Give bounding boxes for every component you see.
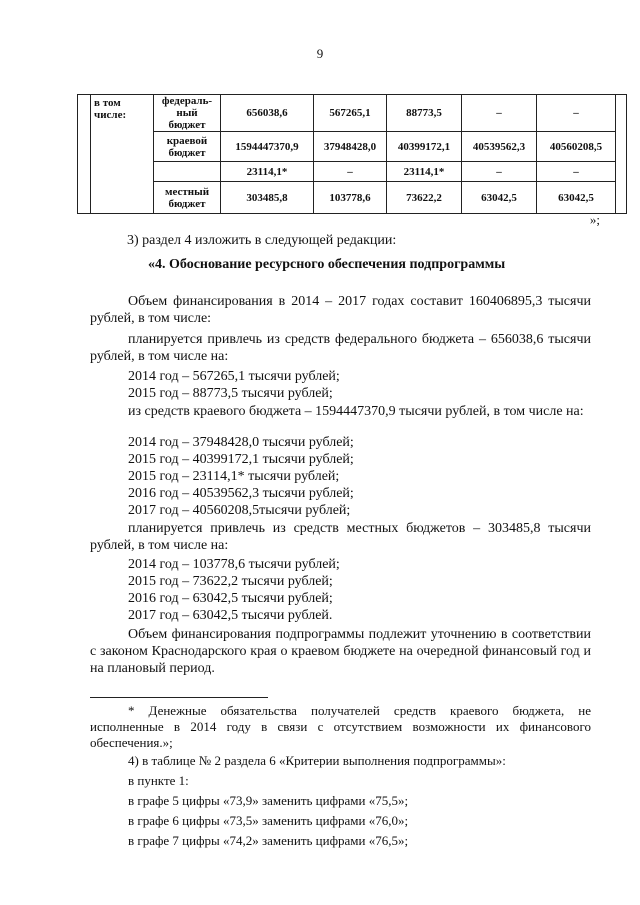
table-cell: – (462, 95, 537, 132)
table-cell: – (314, 162, 387, 182)
paragraph: из средств краевого бюджета – 1594447370,9 тысячи рублей, в том числе на: (128, 404, 584, 419)
list-item: 2014 год – 37948428,0 тысячи рублей; (128, 435, 354, 450)
table-cell: 1594447370,9 (221, 132, 314, 162)
table-cell: 303485,8 (221, 182, 314, 214)
list-item: 2015 год – 88773,5 тысячи рублей; (128, 386, 333, 401)
list-item: 2015 год – 40399172,1 тысячи рублей; (128, 452, 354, 467)
list-item: 2015 год – 73622,2 тысячи рублей; (128, 574, 333, 589)
list-item: в пункте 1: (128, 773, 189, 788)
list-item: 2017 год – 40560208,5тысячи рублей; (128, 503, 351, 518)
table-source-cell: краевой бюджет (154, 132, 221, 162)
closing-quote: »; (589, 212, 600, 227)
table-cell: 63042,5 (537, 182, 616, 214)
table-row (78, 182, 627, 214)
page-number: 9 (316, 46, 324, 61)
paragraph: планируется привлечь из средств федерального бюджета – 656038,6 тысячи рублей, в том числе на: (90, 332, 591, 364)
list-item: 2017 год – 63042,5 тысячи рублей. (128, 608, 333, 623)
table-cell: 40399172,1 (387, 132, 462, 162)
table-cell: 88773,5 (387, 95, 462, 132)
footnote-divider (90, 697, 268, 698)
list-item: 4) в таблице № 2 раздела 6 «Критерии выполнения подпрограммы»: (128, 753, 506, 768)
table-row (78, 132, 627, 162)
section-heading: «4. Обоснование ресурсного обеспечения подпрограммы (148, 257, 506, 272)
table-cell: – (537, 162, 616, 182)
table-cell: – (537, 95, 616, 132)
table-cell: 656038,6 (221, 95, 314, 132)
table-edge-cell (616, 95, 627, 214)
table-label-cell: в том числе: (91, 95, 154, 214)
table-source-cell: местный бюджет (154, 182, 221, 214)
table-spacer-cell (78, 95, 91, 214)
table-cell: 103778,6 (314, 182, 387, 214)
table-cell: 567265,1 (314, 95, 387, 132)
paragraph: Объем финансирования в 2014 – 2017 годах составит 160406895,3 тысячи рублей, в том числе: (90, 294, 591, 326)
paragraph: планируется привлечь из средств местных бюджетов – 303485,8 тысячи рублей, в том числе на: (90, 521, 591, 553)
list-item: 2014 год – 103778,6 тысячи рублей; (128, 557, 340, 572)
footnote: * Денежные обязательства получателей средств краевого бюджета, не исполненные в 2014 году в связи с отсутствием возможности их финансового обеспечения.»; (90, 703, 591, 750)
table-cell: – (462, 162, 537, 182)
list-item: 2016 год – 63042,5 тысячи рублей; (128, 591, 333, 606)
list-item: 2016 год – 40539562,3 тысячи рублей; (128, 486, 354, 501)
list-item: 3) раздел 4 изложить в следующей редакции: (127, 233, 397, 248)
list-item: 2015 год – 23114,1* тысячи рублей; (128, 469, 340, 484)
table-cell: 40539562,3 (462, 132, 537, 162)
table-row (78, 95, 627, 132)
table-source-cell: федераль-ный бюджет (154, 95, 221, 132)
table-cell: 40560208,5 (537, 132, 616, 162)
table-cell: 23114,1* (387, 162, 462, 182)
list-item: в графе 6 цифры «73,5» заменить цифрами «76,0»; (128, 813, 409, 828)
list-item: в графе 5 цифры «73,9» заменить цифрами «75,5»; (128, 793, 409, 808)
paragraph: Объем финансирования подпрограммы подлежит уточнению в соответствии с законом Краснодарского края о краевом бюджете на очередной финансовый год и на плановый период. (90, 627, 591, 676)
table-cell: 23114,1* (221, 162, 314, 182)
budget-table (77, 94, 627, 214)
table-row (78, 162, 627, 182)
table-source-cell (154, 162, 221, 182)
table-cell: 37948428,0 (314, 132, 387, 162)
list-item: 2014 год – 567265,1 тысячи рублей; (128, 369, 340, 384)
table-cell: 73622,2 (387, 182, 462, 214)
list-item: в графе 7 цифры «74,2» заменить цифрами «76,5»; (128, 833, 409, 848)
table-cell: 63042,5 (462, 182, 537, 214)
